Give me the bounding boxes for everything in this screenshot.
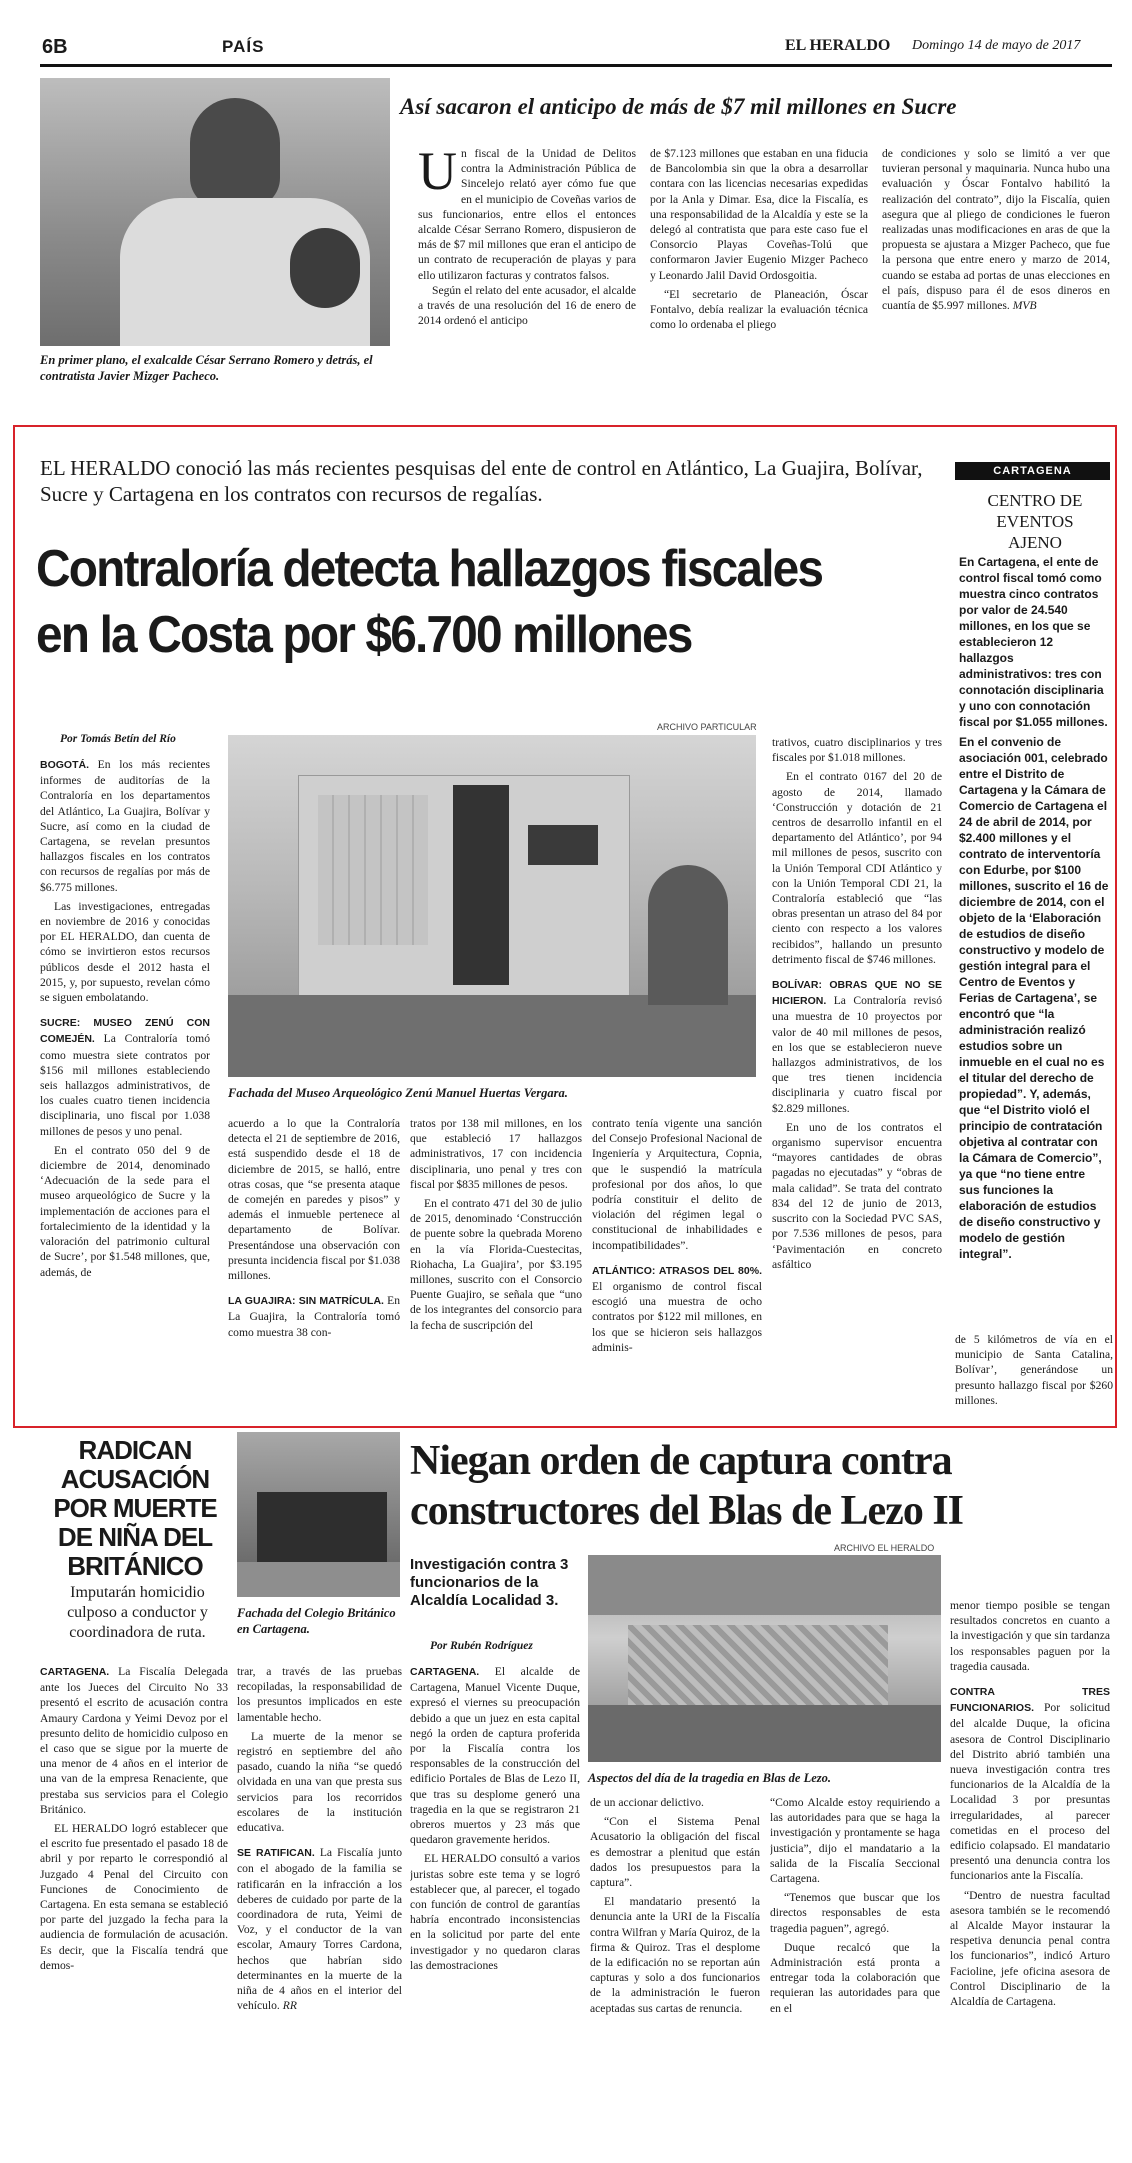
left-story-photo [237, 1432, 400, 1597]
page-header [40, 30, 1112, 62]
left-col1-p1: CARTAGENA. La Fiscalía Delegada ante los Jueces del Circuito No 33 presentó el escrito de acusación contra Amaury Cardona y Yeimi Devoz por el presunto delito de homicidio culposo en el caso que se sigue por la muerte de una menor de 4 años en el interior de una van de la empresa Renaciente, que prestaba sus servicios para el Colegio Británico. [40, 1665, 228, 1816]
sidebar-title: CENTRO DE EVENTOS AJENO [987, 491, 1083, 552]
sucre-lead: SUCRE: MUSEO ZENÚ CON COMEJÉN. [40, 1017, 210, 1046]
main-col3-p1: tratos por 138 mil millones, en los que estableció 17 hallazgos administrativos, 17 con incidencia disciplinaria, uno penal y tres con fiscal por $835 millones de pesos. [410, 1117, 582, 1191]
main-byline: Por Tomás Betín del Río [60, 733, 176, 745]
top-col1-p2: Según el relato del ente acusador, el alcalde a través de una resolución del 16 de enero de 2014 ordenó el anticipo [418, 283, 636, 328]
left-col1-p2: EL HERALDO logró establecer que el escrito fue presentado el pasado 18 de abril y por reparto le correspondió al Juzgado 4 Penal del Circuito con Funciones de Conocimiento de Cartagena. En esta semana se estableció por parte del juzgado la fecha para la audiencia de formulación de acusación. Es decir, que la Fiscalía tendrá que demos- [40, 1822, 228, 1972]
atlantico-lead: ATLÁNTICO: ATRASOS DEL 80%. [592, 1264, 762, 1277]
main-col1-p1: BOGOTÁ. En los más recientes informes de auditorías de la Contraloría en los departamentos del Atlántico, La Guajira, Bolívar y Sucre, así como en la ciudad de Cartagena, se revelan presuntos hallazgos fiscales en los contratos con recursos de regalías por más de $6.775 millones. [40, 758, 210, 894]
ratify-lead: SE RATIFICAN. [237, 1847, 315, 1860]
main-col5-p4: En uno de los contratos el organismo supervisor encuentra “mayores cantidades de obras pagadas no ejecutadas” y “obras de mala calidad”. Se trata del contrato 834 del 12 de junio de 2013, suscrito con la Sociedad PVC SAS, por 7.536 millones de pesos, para ‘Pavimentación en concreto asfáltico [772, 1120, 942, 1271]
main-col3 [410, 1116, 582, 1416]
section-name: PAÍS [222, 37, 265, 56]
main-col3-p2: En el contrato 471 del 30 de julio de 2015, denominado ‘Construcción de puente sobre la quebrada Moreno en la vía Florida-Cuestecitas, Riohacha, La Guajira’, por $3.195 millones, suscrito con el Consorcio Puente Guajiro, se señala que “uno de los integrantes del consorcio para la fecha de suscripción del [410, 1197, 582, 1332]
right-headline-line1: Niegan orden de captura contra [410, 1438, 952, 1484]
main-col1-p3: SUCRE: MUSEO ZENÚ CON COMEJÉN. La Contraloría tomó como muestra siete contratos por $156 mil millones estableciendo seis hallazgos administrativos, de los cuales cuatro tienen incidencia disciplinaria, uno fiscal por 1.038 millones de pesos y uno penal. [40, 1017, 210, 1138]
left-dateline: CARTAGENA. [40, 1666, 110, 1678]
right-col2-p2: “Con el Sistema Penal Acusatorio la obligación del fiscal es demostrar a plenitud que están dados los presupuestos para la captura”. [590, 1815, 760, 1890]
right-photo-caption: Aspectos del día de la tragedia en Blas de Lezo. [588, 1771, 832, 1785]
left-story-subtitle: Imputarán homicidio culposo a conductor y coordinadora de ruta. [67, 1584, 208, 1641]
main-col5 [772, 735, 942, 1415]
right-dateline: CARTAGENA. [410, 1666, 480, 1678]
left-signoff: RR [282, 1999, 297, 2013]
main-col2-p2: LA GUAJIRA: SIN MATRÍCULA. En La Guajira, la Contraloría tomó como muestra 38 con- [228, 1294, 400, 1339]
main-dateline: BOGOTÁ. [40, 759, 89, 771]
header-rule [40, 64, 1112, 67]
main-col5-p1: trativos, cuatro disciplinarios y tres fiscales por $1.018 millones. [772, 736, 942, 765]
left-col2-p2: La muerte de la menor se registró en septiembre del año pasado, cuando la niña “se quedó olvidada en una van que presta sus servicios para los recorridos escolares de la institución educativa. [237, 1729, 402, 1835]
right-col2 [590, 1795, 760, 2155]
sidebar-p2: En el convenio de asociación 001, celebrado entre el Distrito de Cartagena y la Cámara de Comercio de Cartagena el 24 de abril de 2014, por $2.400 millones y el contrato de interventoría con Edurbe, por $100 millones, suscrito el 16 de diciembre de 2014, con el objeto de la ‘Elaboración de estudios de diseño constructivo y modelo de gestión integral para el Centro de Eventos y Ferias de Cartagena’, se encontró que “la administración realizó estudios sobre un inmueble en el cual no es el titular del derecho de propiedad”. Y, además, que “el Distrito violó el principio de contratación objetiva al contratar con la Cámara de Comercio”, ya que “no tiene entre sus funciones la elaboración de estudios de diseño constructivo y modelo de gestión integral”. [959, 735, 1109, 1261]
right-col4-p3: “Dentro de nuestra facultad asesora también se le recomendó al Alcalde Mayor instaurar la respetiva denuncia penal contra los funcionarios”, indicó Arturo Facioline, jefe oficina asesora de Control Disciplinario de la Alcaldía de Cartagena. [950, 1888, 1110, 2009]
top-col2-p1: de $7.123 millones que estaban en una fiducia de Bancolombia sin que la obra a desarrollar contara con las licencias necesarias expedidas por la Anla y Dimar. Esa, dice la Fiscalía, es una responsabilidad de la Alcaldía y este se la delegó al contratista que para este caso fue el Consorcio Playas Coveñas-Tolú que conformaron Javier Eugenio Mizger Pacheco y Leonardo Jalil David Ordosgoitia. [650, 147, 868, 282]
top-story-col3 [882, 146, 1110, 378]
main-col6-p1: de 5 kilómetros de vía en el municipio de Santa Catalina, Bolívar’, generándose un presunto hallazgo fiscal por $260 millones. [955, 1333, 1113, 1407]
main-photo-caption: Fachada del Museo Arqueológico Zenú Manuel Huertas Vergara. [228, 1086, 568, 1100]
right-col2-p3: El mandatario presentó la denuncia ante la URI de la Fiscalía contra Wilfran y María Quiroz, de la firma & Quiroz. Tras el desplome de la edificación no se reportan aún capturas y solo a dos funcionarios de la administración le fueron aceptadas sus cartas de renuncia. [590, 1895, 760, 2015]
left-col2 [237, 1664, 402, 2154]
main-col4-p2: ATLÁNTICO: ATRASOS DEL 80%. El organismo de control fiscal escogió una muestra de ocho contratos por $122 mil millones, en los que se hicieron seis hallazgos adminis- [592, 1264, 762, 1354]
left-story-title: RADICAN ACUSACIÓN POR MUERTE DE NIÑA DEL BRITÁNICO [53, 1435, 217, 1581]
right-photo-credit: ARCHIVO EL HERALDO [834, 1543, 935, 1553]
main-col2-p1: acuerdo a lo que la Contraloría detecta el 21 de septiembre de 2016, está suspendido desde el 18 de diciembre de 2015, se halló, entre otras cosas, que “se presenta ataque de comején en paredes y pisos” y además el inmueble pertenece al departamento de Bolívar. Presentándose una observación con presunta incidencia fiscal por $1.038 millones. [228, 1117, 400, 1283]
main-photo-credit: ARCHIVO PARTICULAR [657, 722, 757, 732]
top-story-title: Así sacaron el anticipo de más de $7 mil millones en Sucre [400, 94, 957, 119]
right-byline: Por Rubén Rodríguez [430, 1640, 533, 1652]
top-col3-text: de condiciones y solo se limitó a ver que tuvieran personal y maquinaria. Nunca hubo una evaluación y Óscar Fontalvo habilitó la realización del contrato”, dijo la Fiscalía, quien asegura que al pliego de condiciones le fueron realizadas unas modificaciones en aras de que la propuesta se ajustara a Mizger Pacheco, que fue la persona que entre enero y marzo de 2014, cuando se estaba ad portas de unas elecciones en el país, dispuso para él de esos dineros en cuantía de $5.997 millones. [882, 147, 1110, 313]
issue-date: Domingo 14 de mayo de 2017 [912, 38, 1081, 53]
left-col1 [40, 1664, 228, 2154]
sidebar-body [959, 554, 1109, 1319]
paper-name: EL HERALDO [785, 37, 891, 54]
main-headline-line2: en la Costa por $6.700 millones [36, 606, 692, 664]
main-col4-p1: contrato tenía vigente una sanción del Consejo Profesional Nacional de Ingeniería y Arquitectura, Copnia, que le suspendió la matrícula profesional por dos años, lo que podría constituir el delito de violación del régimen legal o constitucional de inhabilidades e incompatibilidades”. [592, 1117, 762, 1252]
top-story-photo [40, 78, 390, 346]
page-number: 6B [42, 36, 68, 58]
main-col5-p3: BOLÍVAR: OBRAS QUE NO SE HICIERON. La Contraloría revisó una muestra de 10 proyectos por valor de 40 mil millones de pesos, en los que se establecieron nueve hallazgos administrativos, de los que tres tienen incidencia disciplinaria y cuatro fiscal por $2.829 millones. [772, 979, 942, 1115]
left-story-caption: Fachada del Colegio Británico en Cartagena. [237, 1606, 396, 1636]
guajira-lead: LA GUAJIRA: SIN MATRÍCULA. [228, 1295, 384, 1308]
right-story-headline [410, 1436, 1110, 1536]
top-col1-text: n fiscal de la Unidad de Delitos contra la Administración Pública de Sincelejo relató ayer cómo fue que en el municipio de Coveñas varios de sus funcionarios, entre ellos el entonces alcalde César Serrano Romero, dispusieron de más de $7 mil millones que eran el anticipo de un contrato de recuperación de playas y para ello utilizaron facturas y contratos falsos. [418, 147, 636, 282]
top-story-col2 [650, 146, 868, 378]
main-photo [228, 735, 756, 1077]
drop-cap: U [418, 146, 457, 201]
tres-lead: CONTRA TRES FUNCIONARIOS. [950, 1686, 1110, 1715]
top-story-col1 [418, 146, 636, 378]
main-col5-p2: En el contrato 0167 del 20 de agosto de 2014, llamado ‘Construcción y dotación de 21 centros de desarrollo infantil en el departamento del Atlántico’, por 94 mil millones de pesos, suscrito con la Unión Temporal CDI Atlántico y con la Unión Temporal CDI 21, la Contraloría estableció que “las obras presentan un atraso del 84 por ciento con respecto a los valores recibidos”, hallando un presunto detrimento fiscal de $746 millones. [772, 770, 942, 966]
right-col3 [770, 1795, 940, 2155]
right-col4-p2: CONTRA TRES FUNCIONARIOS. Por solicitud del alcalde Duque, la oficina asesora de Control Disciplinario del Distrito abrió también una nueva investigación contra tres funcionarios de la Alcaldía de la Localidad 3 por presuntas irregularidades, al parecer cometidas en el proceso del edificio colapsado. El mandatario presentó una denuncia contra los funcionarios ante la Fiscalía. [950, 1686, 1110, 1883]
bolivar-lead: BOLÍVAR: OBRAS QUE NO SE HICIERON. [772, 979, 942, 1008]
right-col1 [410, 1664, 580, 2154]
main-col6 [955, 1332, 1113, 1418]
right-col3-p1: “Como Alcalde estoy requiriendo a las autoridades para que se haga la investigación y prontamente se haga justicia”, dijo el mandatario a la salida de la Fiscalía Seccional Cartagena. [770, 1796, 940, 1886]
right-col1-p1: CARTAGENA. El alcalde de Cartagena, Manuel Vicente Duque, expresó el viernes su preocupación debido a que un juez en esta capital negó la orden de captura proferida por la Fiscalía contra los responsables de la construcción del edificio Portales de Blas de Lezo II, que tras su desplome generó una tragedia en la que se registraron 21 obreros muertos y 23 más que quedaron gravemente heridos. [410, 1665, 580, 1847]
right-col3-p3: Duque recalcó que la Administración está pronta a entregar toda la colaboración que requieran las autoridades para que en el [770, 1940, 940, 2015]
top-story-caption: En primer plano, el exalcalde César Serrano Romero y detrás, el contratista Javier Mizger Pacheco. [40, 353, 373, 383]
top-col2-p2: “El secretario de Planeación, Óscar Fontalvo, debía realizar la evaluación técnica como lo ordenaba el pliego [650, 287, 868, 332]
main-headline-line1: Contraloría detecta hallazgos fiscales [36, 540, 823, 598]
sidebar-box [955, 462, 1110, 1324]
main-col2 [228, 1116, 400, 1416]
right-col1-p2: EL HERALDO consultó a varios juristas sobre este tema y se logró establecer que, al parecer, el togado con función de control de garantías habría encontrado inconsistencias en la solicitud por parte del ente investigador y no quedaron claras las demostraciones [410, 1852, 580, 1972]
right-story-photo [588, 1555, 941, 1762]
main-col1 [40, 757, 210, 1417]
main-col4 [592, 1116, 762, 1416]
sidebar-label: CARTAGENA [955, 462, 1110, 480]
sidebar-p1: En Cartagena, el ente de control fiscal tomó como muestra cinco contratos por valor de 24.540 millones, en los que se establecieron 12 hallazgos administrativos: tres con connotación disciplinaria y uno con connotación fiscal por $1.055 millones. [959, 555, 1108, 729]
left-col2-p1: trar, a través de las pruebas recopiladas, la responsabilidad de los presuntos implicados en este lamentable hecho. [237, 1665, 402, 1724]
right-col4 [950, 1598, 1110, 2153]
main-headline [36, 536, 901, 668]
main-col1-p4: En el contrato 050 del 9 de diciembre de 2014, denominado ‘Adecuación de la sede para el museo arqueológico de Sucre y la implementación de acciones para el fortalecimiento de la identidad y la valoración del patrimonio cultural de Sucre’, por $1.548 millones, que, además, de [40, 1143, 210, 1279]
main-col1-p2: Las investigaciones, entregadas en noviembre de 2016 y conocidas por EL HERALDO, dan cuenta de cómo se invirtieron estos recursos públicos desde el 2012 hasta el 2015, y, por supuesto, revelan cómo se siguen embolatando. [40, 899, 210, 1005]
right-headline-line2: constructores del Blas de Lezo II [410, 1488, 964, 1534]
right-story-subtitle: Investigación contra 3 funcionarios de la Alcaldía Localidad 3. [410, 1556, 569, 1609]
top-signoff: MVB [1012, 299, 1037, 313]
right-col2-p1: de un accionar delictivo. [590, 1796, 704, 1809]
left-col2-p3: SE RATIFICAN. La Fiscalía junto con el abogado de la familia se ratificarán en la infracción a los deberes de cuidado por parte de la coordinadora de ruta, Yeimi de Voz, y el conductor de la van escolar, Amaury Torres Cardona, hechos que habrían sido determinantes en la muerte de la niña de 4 años en el interior del vehículo. RR [237, 1846, 402, 2013]
right-col4-p1: menor tiempo posible se tengan resultados concretos en cuanto a la investigación y que sin tardanza los responsables paguen por la tragedia causada. [950, 1599, 1110, 1673]
main-kicker: EL HERALDO conoció las más recientes pesquisas del ente de control en Atlántico, La Guajira, Bolívar, Sucre y Cartagena en los contratos con recursos de regalías. [40, 456, 923, 506]
right-col3-p2: “Tenemos que buscar que los directos responsables de esta tragedia paguen”, agregó. [770, 1891, 940, 1935]
